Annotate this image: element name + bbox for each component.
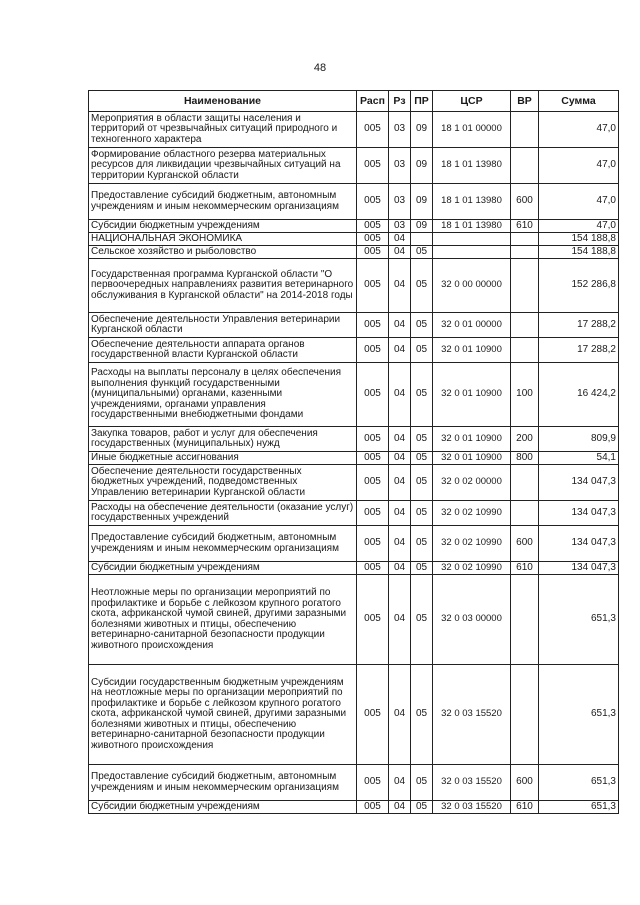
cell-rz: 03 <box>389 148 411 184</box>
cell-rasp: 005 <box>357 259 389 313</box>
cell-pr: 05 <box>411 665 433 765</box>
cell-name: Государственная программа Курганской области "О первоочередных направлениях развития ветеринарного обслуживания в Курганской области" на 2014-2018 годы <box>89 259 357 313</box>
cell-rasp: 005 <box>357 765 389 801</box>
cell-sum: 651,3 <box>539 801 619 814</box>
cell-rz: 03 <box>389 220 411 233</box>
cell-sum: 809,9 <box>539 427 619 452</box>
cell-csr: 18 1 01 13980 <box>433 220 511 233</box>
cell-vr <box>511 313 539 338</box>
cell-csr: 32 0 02 10990 <box>433 501 511 526</box>
table-row <box>89 259 619 313</box>
cell-vr: 610 <box>511 801 539 814</box>
table-row <box>89 313 619 338</box>
cell-rz: 04 <box>389 765 411 801</box>
cell-pr: 05 <box>411 575 433 665</box>
cell-sum: 134 047,3 <box>539 501 619 526</box>
cell-rasp: 005 <box>357 233 389 246</box>
cell-pr: 05 <box>411 501 433 526</box>
cell-csr: 18 1 01 13980 <box>433 184 511 220</box>
header-vr: ВР <box>511 91 539 112</box>
cell-name: НАЦИОНАЛЬНАЯ ЭКОНОМИКА <box>89 233 357 246</box>
cell-vr <box>511 233 539 246</box>
page-number: 48 <box>313 62 327 74</box>
cell-rz: 04 <box>389 233 411 246</box>
cell-rasp: 005 <box>357 665 389 765</box>
cell-rz: 04 <box>389 363 411 427</box>
cell-pr: 05 <box>411 452 433 465</box>
cell-sum: 16 424,2 <box>539 363 619 427</box>
cell-csr: 32 0 01 10900 <box>433 427 511 452</box>
cell-name: Мероприятия в области защиты населения и территорий от чрезвычайных ситуаций природного и техногенного характера <box>89 112 357 148</box>
table-row <box>89 220 619 233</box>
cell-vr <box>511 575 539 665</box>
table-header-row <box>89 91 619 112</box>
cell-csr: 32 0 01 00000 <box>433 313 511 338</box>
cell-rz: 04 <box>389 526 411 562</box>
header-rasp: Расп <box>357 91 389 112</box>
cell-name: Иные бюджетные ассигнования <box>89 452 357 465</box>
cell-vr: 100 <box>511 363 539 427</box>
cell-csr: 32 0 03 15520 <box>433 665 511 765</box>
table-row <box>89 452 619 465</box>
cell-csr <box>433 246 511 259</box>
cell-rasp: 005 <box>357 313 389 338</box>
cell-rz: 04 <box>389 427 411 452</box>
header-name: Наименование <box>89 91 357 112</box>
cell-name: Обеспечение деятельности государственных бюджетных учреждений, подведомственных Управлению ветеринарии Курганской области <box>89 465 357 501</box>
cell-pr: 05 <box>411 259 433 313</box>
cell-vr <box>511 148 539 184</box>
cell-name: Расходы на обеспечение деятельности (оказание услуг) государственных учреждений <box>89 501 357 526</box>
cell-vr: 600 <box>511 526 539 562</box>
cell-rz: 04 <box>389 259 411 313</box>
header-pr: ПР <box>411 91 433 112</box>
cell-name: Субсидии государственным бюджетным учреждениям на неотложные меры по организации мероприятий по профилактике и борьбе с лейкозом крупного рогатого скота, африканской чумой свиней, другими заразными болезнями животных и птицы, обеспечению ветеринарно-санитарной безопасности продукции животного происхождения <box>89 665 357 765</box>
table-row <box>89 501 619 526</box>
cell-name: Формирование областного резерва материальных ресурсов для ликвидации чрезвычайных ситуаций на территории Курганской области <box>89 148 357 184</box>
cell-rz: 04 <box>389 338 411 363</box>
cell-rz: 03 <box>389 112 411 148</box>
cell-name: Сельское хозяйство и рыболовство <box>89 246 357 259</box>
table-row <box>89 148 619 184</box>
cell-csr: 32 0 01 10900 <box>433 338 511 363</box>
cell-sum: 651,3 <box>539 665 619 765</box>
cell-pr: 09 <box>411 148 433 184</box>
cell-vr <box>511 665 539 765</box>
cell-rasp: 005 <box>357 184 389 220</box>
cell-name: Субсидии бюджетным учреждениям <box>89 562 357 575</box>
cell-csr: 32 0 03 15520 <box>433 765 511 801</box>
cell-pr: 05 <box>411 526 433 562</box>
cell-rasp: 005 <box>357 452 389 465</box>
cell-name: Субсидии бюджетным учреждениям <box>89 801 357 814</box>
cell-rasp: 005 <box>357 501 389 526</box>
cell-pr: 05 <box>411 338 433 363</box>
cell-vr <box>511 112 539 148</box>
cell-sum: 651,3 <box>539 575 619 665</box>
cell-rasp: 005 <box>357 112 389 148</box>
cell-name: Субсидии бюджетным учреждениям <box>89 220 357 233</box>
cell-name: Предоставление субсидий бюджетным, автономным учреждениям и иным некоммерческим организациям <box>89 526 357 562</box>
budget-table <box>88 90 619 814</box>
cell-csr: 32 0 01 10900 <box>433 363 511 427</box>
cell-rasp: 005 <box>357 526 389 562</box>
table-row <box>89 112 619 148</box>
cell-csr: 32 0 03 00000 <box>433 575 511 665</box>
cell-vr: 610 <box>511 220 539 233</box>
cell-pr: 09 <box>411 220 433 233</box>
cell-pr: 05 <box>411 562 433 575</box>
cell-csr: 32 0 02 10990 <box>433 562 511 575</box>
cell-vr <box>511 465 539 501</box>
cell-rz: 04 <box>389 801 411 814</box>
table-row <box>89 465 619 501</box>
cell-rasp: 005 <box>357 363 389 427</box>
cell-sum: 47,0 <box>539 184 619 220</box>
cell-vr: 200 <box>511 427 539 452</box>
cell-rz: 04 <box>389 313 411 338</box>
cell-rasp: 005 <box>357 801 389 814</box>
cell-name: Обеспечение деятельности Управления ветеринарии Курганской области <box>89 313 357 338</box>
table-row <box>89 801 619 814</box>
cell-sum: 134 047,3 <box>539 562 619 575</box>
cell-name: Неотложные меры по организации мероприятий по профилактике и борьбе с лейкозом крупного рогатого скота, африканской чумой свиней, другими заразными болезнями животных и птицы, обеспечению ветеринарно-санитарной безопасности продукции животного происхождения <box>89 575 357 665</box>
table-row <box>89 665 619 765</box>
cell-vr: 600 <box>511 765 539 801</box>
cell-sum: 651,3 <box>539 765 619 801</box>
cell-vr <box>511 259 539 313</box>
table-row <box>89 246 619 259</box>
cell-rasp: 005 <box>357 220 389 233</box>
cell-rz: 04 <box>389 562 411 575</box>
cell-name: Обеспечение деятельности аппарата органов государственной власти Курганской области <box>89 338 357 363</box>
cell-pr: 05 <box>411 246 433 259</box>
cell-pr: 05 <box>411 801 433 814</box>
cell-pr: 05 <box>411 313 433 338</box>
cell-name: Предоставление субсидий бюджетным, автономным учреждениям и иным некоммерческим организациям <box>89 184 357 220</box>
table-body <box>89 112 619 814</box>
cell-rz: 04 <box>389 465 411 501</box>
cell-rz: 04 <box>389 575 411 665</box>
table-row <box>89 184 619 220</box>
cell-csr: 32 0 02 00000 <box>433 465 511 501</box>
cell-vr: 610 <box>511 562 539 575</box>
table-row <box>89 427 619 452</box>
cell-sum: 154 188,8 <box>539 246 619 259</box>
table-row <box>89 338 619 363</box>
cell-sum: 17 288,2 <box>539 338 619 363</box>
cell-vr <box>511 501 539 526</box>
cell-rasp: 005 <box>357 148 389 184</box>
cell-rasp: 005 <box>357 427 389 452</box>
cell-csr: 32 0 00 00000 <box>433 259 511 313</box>
cell-rasp: 005 <box>357 562 389 575</box>
cell-rasp: 005 <box>357 246 389 259</box>
cell-pr: 05 <box>411 765 433 801</box>
cell-rz: 04 <box>389 246 411 259</box>
cell-sum: 152 286,8 <box>539 259 619 313</box>
cell-sum: 47,0 <box>539 112 619 148</box>
cell-pr: 05 <box>411 427 433 452</box>
header-csr: ЦСР <box>433 91 511 112</box>
cell-rz: 04 <box>389 452 411 465</box>
cell-vr: 600 <box>511 184 539 220</box>
cell-csr: 18 1 01 13980 <box>433 148 511 184</box>
table-row <box>89 363 619 427</box>
cell-csr: 32 0 03 15520 <box>433 801 511 814</box>
cell-name: Закупка товаров, работ и услуг для обеспечения государственных (муниципальных) нужд <box>89 427 357 452</box>
cell-pr: 09 <box>411 184 433 220</box>
table-row <box>89 575 619 665</box>
cell-pr <box>411 233 433 246</box>
cell-rasp: 005 <box>357 338 389 363</box>
cell-pr: 05 <box>411 465 433 501</box>
cell-vr: 800 <box>511 452 539 465</box>
cell-vr <box>511 338 539 363</box>
cell-pr: 09 <box>411 112 433 148</box>
cell-sum: 54,1 <box>539 452 619 465</box>
cell-rasp: 005 <box>357 465 389 501</box>
cell-vr <box>511 246 539 259</box>
cell-csr <box>433 233 511 246</box>
header-rz: Рз <box>389 91 411 112</box>
cell-sum: 154 188,8 <box>539 233 619 246</box>
cell-sum: 134 047,3 <box>539 526 619 562</box>
cell-rz: 04 <box>389 501 411 526</box>
cell-name: Расходы на выплаты персоналу в целях обеспечения выполнения функций государственными (муниципальными) органами, казенными учреждениями, органами управления государственными внебюджетными фондами <box>89 363 357 427</box>
cell-rasp: 005 <box>357 575 389 665</box>
header-sum: Сумма <box>539 91 619 112</box>
table-row <box>89 562 619 575</box>
cell-sum: 47,0 <box>539 148 619 184</box>
cell-rz: 03 <box>389 184 411 220</box>
cell-csr: 18 1 01 00000 <box>433 112 511 148</box>
cell-name: Предоставление субсидий бюджетным, автономным учреждениям и иным некоммерческим организациям <box>89 765 357 801</box>
cell-sum: 17 288,2 <box>539 313 619 338</box>
cell-rz: 04 <box>389 665 411 765</box>
table-row <box>89 233 619 246</box>
cell-pr: 05 <box>411 363 433 427</box>
table-row <box>89 526 619 562</box>
cell-csr: 32 0 01 10900 <box>433 452 511 465</box>
cell-sum: 134 047,3 <box>539 465 619 501</box>
table-row <box>89 765 619 801</box>
cell-sum: 47,0 <box>539 220 619 233</box>
cell-csr: 32 0 02 10990 <box>433 526 511 562</box>
